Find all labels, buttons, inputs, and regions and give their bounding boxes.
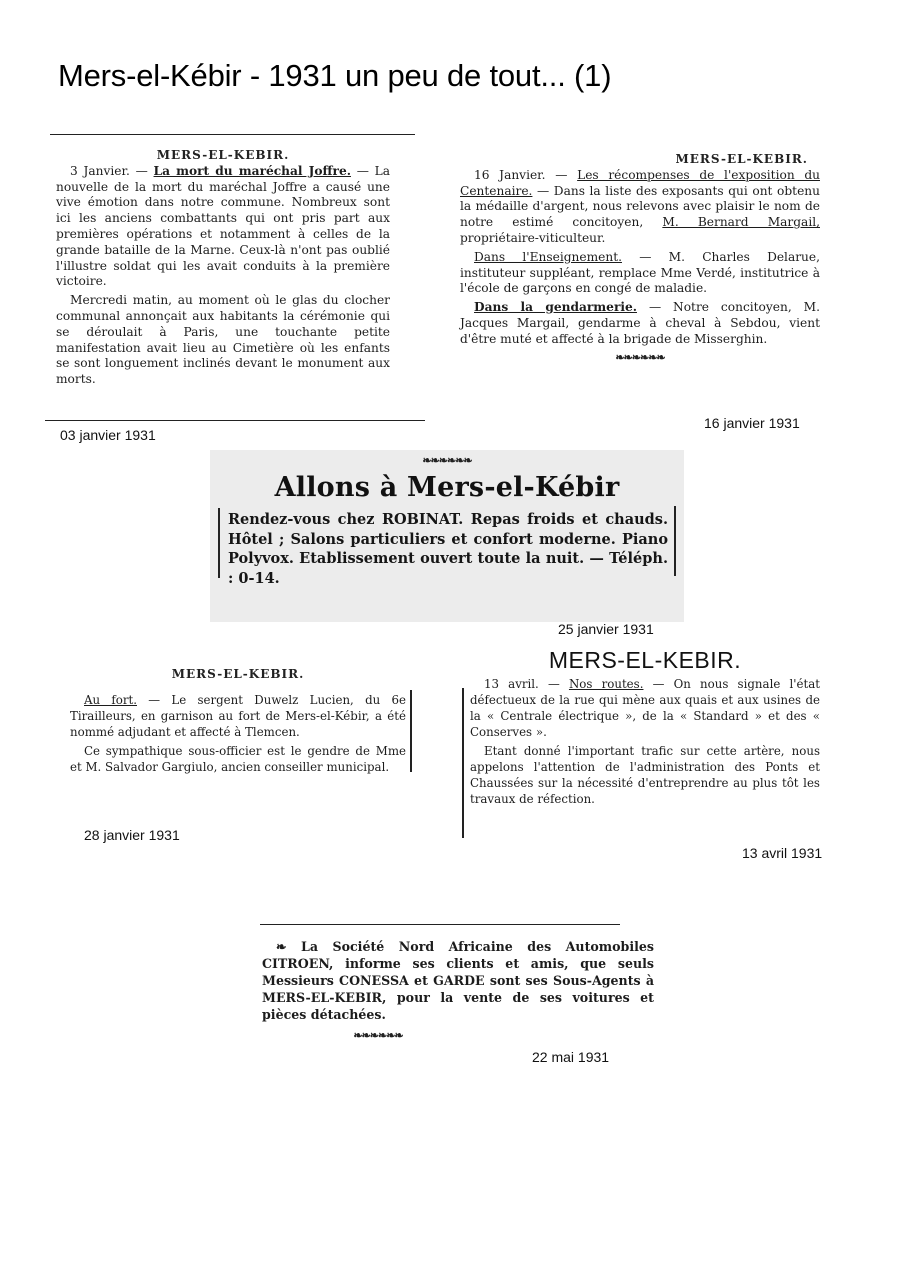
clipping-date: 3 Janvier. — [70,163,148,178]
clipping-paragraph [460,250,820,297]
clipping-paragraph [56,164,390,290]
ornament-divider: ❧❧❧❧❧❧ [615,350,665,364]
clipping-date-caption: 13 avril 1931 [742,845,823,861]
clipping-date-caption: 03 janvier 1931 [60,427,156,443]
robinat-advertisement [210,450,684,622]
clipping-paragraph [70,692,406,740]
divider [674,506,676,576]
clipping-au-fort [70,666,406,775]
divider [260,924,620,925]
clipping-paragraph [470,676,820,740]
clipping-body: propriétaire-viticulteur. [460,230,606,245]
clipping-paragraph: Ce sympathique sous-officier est le gendre de Mme et M. Salvador Gargiulo, ancien conseiller municipal. [70,744,406,774]
clipping-date: 13 avril. — [484,677,560,691]
clipping-body: — Le sergent Duwelz Lucien, du 6e Tirailleurs, en garnison au fort de Mers-el-Kébir, a été nommé adjudant et affecté à Tlemcen. [70,693,407,739]
ornament-divider: ❧❧❧❧❧❧ [353,1029,403,1042]
clipping-date-caption: 16 janvier 1931 [704,415,800,431]
advertisement-text: Rendez-vous chez ROBINAT. Repas froids et chauds. Hôtel ; Salons particuliers et confort moderne. Piano Polyvox. Etablissement ouvert toute la nuit. — Téléph. : 0-14. [228,511,668,587]
clipping-paragraph [460,300,820,347]
clipping-nos-routes [470,647,821,807]
clipping-paragraph [262,938,654,1023]
ornament-divider: ❧❧❧❧❧❧ [422,454,472,467]
divider [218,508,220,578]
clipping-body: — Dans la liste des exposants qui ont obtenu la médaille d'argent, nous relevons avec plaisir le nom de notre estimé concitoyen, [460,183,820,230]
clipping-date-caption: 22 mai 1931 [532,1049,610,1065]
clipping-paragraph: Mercredi matin, au moment où le glas du clocher communal annonçait aux habitants la cérémonie qui se déroulait à Paris, une touchante petite manifestation avait lieu au Cimetière où les enfants se sont longuement inclinés devant le monument aux morts. [56,293,390,387]
paragraph-mark: ❧ [276,939,302,954]
clipping-date-caption: 25 janvier 1931 [558,621,654,637]
clipping-subtitle: Au fort. [84,693,137,707]
clipping-centenaire [460,152,820,365]
clipping-subtitle: Nos routes. [568,677,644,691]
clipping-subtitle: Les récompenses de l'exposition du Centenaire. [460,167,820,198]
clipping-body: La Société Nord Africaine des Automobiles CITROEN, informe ses clients et amis, que seuls Messieurs CONESSA et GARDE sont ses Sous-Agents à MERS-EL-KEBIR, pour la vente de ses voitures et pièces détachées. [262,939,654,1022]
advertisement-title: Allons à Mers-el-Kébir [274,472,620,503]
clipping-heading: MERS-EL-KEBIR. [548,647,742,673]
divider [45,420,425,421]
clipping-subtitle: Dans l'Enseignement. [474,249,622,264]
clipping-body: — M. Charles Delarue, instituteur suppléant, remplace Mme Verdé, institutrice à l'école de garçons en congé de maladie. [460,249,820,296]
clipping-date-caption: 28 janvier 1931 [84,827,180,843]
clipping-heading: MERS-EL-KEBIR. [156,148,290,162]
divider [410,690,412,772]
clipping-heading: MERS-EL-KEBIR. [675,152,808,166]
clipping-subtitle: Dans la gendarmerie. [474,300,637,315]
clipping-body: — On nous signale l'état défectueux de la rue qui mène aux quais et aux usines de la « Centrale électrique », de la « Standard » et des « Conserves ». [470,677,821,739]
divider [50,134,415,135]
clipping-paragraph [460,168,820,247]
page-title: Mers-el-Kébir - 1931 un peu de tout... (1) [58,58,612,93]
clipping-heading: MERS-EL-KEBIR. [171,667,305,681]
clipping-body: — Notre concitoyen, M. Jacques Margail, gendarme à cheval à Sebdou, vient d'être muté et affecté à la brigade de Misserghin. [460,300,821,346]
clipping-date: 16 Janvier. — [474,167,568,182]
clipping-body: — La nouvelle de la mort du maréchal Joffre a causé une vive émotion dans notre commune. Nombreux sont ici les anciens combattants qui ont pris part aux premières opérations et notamment à celles de la grande bataille de la Marne. Ceux-là n'ont pas oublié l'illustre soldat qui les avait conduits à la première victoire. [56,163,391,289]
clipping-paragraph: Etant donné l'important trafic sur cette artère, nous appelons l'attention de l'administration des Ponts et Chaussées sur la nécessité d'entreprendre au plus tôt les travaux de réfection. [470,744,820,806]
clipping-citroen [262,938,654,1044]
clipping-joffre [56,148,390,388]
clipping-subtitle: La mort du maréchal Joffre. [153,163,351,178]
divider [462,688,464,838]
clipping-person: M. Bernard Margail, [662,215,820,230]
